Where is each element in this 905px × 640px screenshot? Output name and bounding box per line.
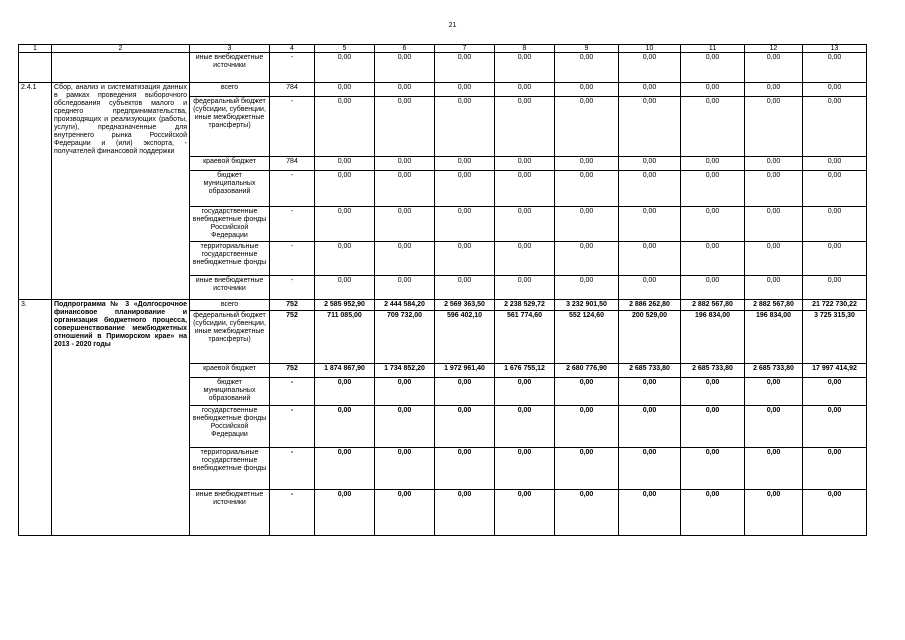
funding-source-cell: краевой бюджет bbox=[190, 364, 270, 378]
amount-cell: 2 685 733,80 bbox=[745, 364, 803, 378]
amount-cell: 0,00 bbox=[803, 53, 867, 83]
amount-cell: 0,00 bbox=[619, 406, 681, 448]
column-number-3: 3 bbox=[190, 45, 270, 53]
amount-cell: 0,00 bbox=[745, 276, 803, 300]
amount-cell: 196 834,00 bbox=[745, 311, 803, 364]
amount-cell: 0,00 bbox=[681, 157, 745, 171]
amount-cell: 0,00 bbox=[315, 97, 375, 157]
column-number-9: 9 bbox=[555, 45, 619, 53]
amount-cell: 711 085,00 bbox=[315, 311, 375, 364]
funding-source-cell: бюджет муниципальных образований bbox=[190, 378, 270, 406]
amount-cell: 0,00 bbox=[435, 448, 495, 490]
amount-cell: 21 722 730,22 bbox=[803, 300, 867, 311]
amount-cell: 2 569 363,50 bbox=[435, 300, 495, 311]
amount-cell: 0,00 bbox=[375, 242, 435, 276]
amount-cell: 0,00 bbox=[375, 53, 435, 83]
amount-cell: 0,00 bbox=[315, 378, 375, 406]
amount-cell: 0,00 bbox=[745, 378, 803, 406]
amount-cell: 0,00 bbox=[803, 97, 867, 157]
amount-cell: 0,00 bbox=[435, 157, 495, 171]
amount-cell: 0,00 bbox=[555, 378, 619, 406]
amount-cell: 0,00 bbox=[495, 171, 555, 207]
amount-cell: 0,00 bbox=[315, 490, 375, 536]
amount-cell: 0,00 bbox=[619, 378, 681, 406]
amount-cell: 0,00 bbox=[681, 53, 745, 83]
amount-cell: 0,00 bbox=[555, 448, 619, 490]
amount-cell: 0,00 bbox=[495, 83, 555, 97]
funding-source-cell: федеральный бюджет (субсидии, субвенции, иные межбюджетные трансферты) bbox=[190, 97, 270, 157]
column-number-13: 13 bbox=[803, 45, 867, 53]
amount-cell: 0,00 bbox=[619, 83, 681, 97]
column-number-8: 8 bbox=[495, 45, 555, 53]
amount-cell: 0,00 bbox=[435, 490, 495, 536]
amount-cell: 0,00 bbox=[315, 207, 375, 242]
amount-cell: 0,00 bbox=[619, 490, 681, 536]
funding-source-cell: иные внебюджетные источники bbox=[190, 276, 270, 300]
amount-cell: 552 124,60 bbox=[555, 311, 619, 364]
table-row bbox=[19, 53, 867, 83]
amount-cell: 0,00 bbox=[745, 53, 803, 83]
amount-cell: 0,00 bbox=[435, 378, 495, 406]
amount-cell: 0,00 bbox=[803, 157, 867, 171]
column-number-5: 5 bbox=[315, 45, 375, 53]
amount-cell: 0,00 bbox=[495, 276, 555, 300]
amount-cell: 0,00 bbox=[495, 406, 555, 448]
amount-cell: 0,00 bbox=[555, 157, 619, 171]
admin-code-cell: 752 bbox=[270, 311, 315, 364]
amount-cell: 0,00 bbox=[803, 490, 867, 536]
admin-code-cell: - bbox=[270, 53, 315, 83]
amount-cell: 0,00 bbox=[803, 448, 867, 490]
amount-cell: 196 834,00 bbox=[681, 311, 745, 364]
column-number-4: 4 bbox=[270, 45, 315, 53]
amount-cell: 0,00 bbox=[375, 490, 435, 536]
amount-cell: 0,00 bbox=[681, 242, 745, 276]
amount-cell: 0,00 bbox=[619, 448, 681, 490]
amount-cell: 0,00 bbox=[681, 448, 745, 490]
amount-cell: 0,00 bbox=[375, 97, 435, 157]
amount-cell: 1 874 867,90 bbox=[315, 364, 375, 378]
funding-source-cell: государственные внебюджетные фонды Российской Федерации bbox=[190, 207, 270, 242]
amount-cell: 0,00 bbox=[315, 171, 375, 207]
amount-cell: 0,00 bbox=[315, 406, 375, 448]
amount-cell: 0,00 bbox=[435, 207, 495, 242]
amount-cell: 0,00 bbox=[315, 276, 375, 300]
amount-cell: 0,00 bbox=[375, 171, 435, 207]
amount-cell: 0,00 bbox=[803, 378, 867, 406]
funding-source-cell: всего bbox=[190, 300, 270, 311]
amount-cell: 0,00 bbox=[803, 171, 867, 207]
amount-cell: 0,00 bbox=[375, 378, 435, 406]
amount-cell: 0,00 bbox=[555, 97, 619, 157]
admin-code-cell: - bbox=[270, 490, 315, 536]
admin-code-cell: 784 bbox=[270, 157, 315, 171]
amount-cell: 596 402,10 bbox=[435, 311, 495, 364]
amount-cell: 0,00 bbox=[375, 157, 435, 171]
amount-cell: 0,00 bbox=[555, 276, 619, 300]
admin-code-cell: - bbox=[270, 171, 315, 207]
amount-cell: 0,00 bbox=[745, 448, 803, 490]
amount-cell: 2 882 567,80 bbox=[745, 300, 803, 311]
column-number-11: 11 bbox=[681, 45, 745, 53]
amount-cell: 0,00 bbox=[495, 97, 555, 157]
amount-cell: 0,00 bbox=[375, 448, 435, 490]
amount-cell: 0,00 bbox=[681, 378, 745, 406]
column-number-12: 12 bbox=[745, 45, 803, 53]
amount-cell: 0,00 bbox=[745, 171, 803, 207]
table-row bbox=[19, 300, 867, 311]
amount-cell: 0,00 bbox=[681, 490, 745, 536]
amount-cell: 0,00 bbox=[435, 171, 495, 207]
amount-cell: 561 774,60 bbox=[495, 311, 555, 364]
amount-cell: 0,00 bbox=[495, 448, 555, 490]
amount-cell: 0,00 bbox=[681, 207, 745, 242]
amount-cell: 0,00 bbox=[745, 157, 803, 171]
amount-cell: 0,00 bbox=[435, 276, 495, 300]
amount-cell: 0,00 bbox=[315, 53, 375, 83]
amount-cell: 0,00 bbox=[803, 276, 867, 300]
amount-cell: 0,00 bbox=[555, 207, 619, 242]
funding-source-cell: федеральный бюджет (субсидии, субвенции, иные межбюджетные трансферты) bbox=[190, 311, 270, 364]
amount-cell: 0,00 bbox=[495, 53, 555, 83]
amount-cell: 3 232 901,50 bbox=[555, 300, 619, 311]
column-number-1: 1 bbox=[19, 45, 52, 53]
amount-cell: 0,00 bbox=[555, 490, 619, 536]
funding-source-cell: бюджет муниципальных образований bbox=[190, 171, 270, 207]
column-number-row bbox=[19, 45, 867, 53]
section-title-cell: Подпрограмма № 3 «Долгосрочное финансовое планирование и организация бюджетного процесса, совершенствование межбюджетных отношений в Приморском крае» на 2013 - 2020 годы bbox=[52, 300, 190, 536]
amount-cell: 0,00 bbox=[681, 406, 745, 448]
amount-cell: 709 732,00 bbox=[375, 311, 435, 364]
funding-source-cell: всего bbox=[190, 83, 270, 97]
amount-cell: 2 444 584,20 bbox=[375, 300, 435, 311]
amount-cell: 0,00 bbox=[803, 83, 867, 97]
column-number-6: 6 bbox=[375, 45, 435, 53]
amount-cell: 0,00 bbox=[375, 207, 435, 242]
amount-cell: 0,00 bbox=[619, 157, 681, 171]
amount-cell: 0,00 bbox=[681, 171, 745, 207]
table-row bbox=[19, 83, 867, 97]
section-number-cell: 2.4.1 bbox=[19, 83, 52, 300]
amount-cell: 0,00 bbox=[315, 448, 375, 490]
amount-cell: 0,00 bbox=[435, 97, 495, 157]
amount-cell: 2 680 776,90 bbox=[555, 364, 619, 378]
amount-cell: 0,00 bbox=[555, 406, 619, 448]
amount-cell: 0,00 bbox=[619, 53, 681, 83]
amount-cell: 0,00 bbox=[803, 406, 867, 448]
amount-cell: 0,00 bbox=[555, 53, 619, 83]
amount-cell: 0,00 bbox=[555, 171, 619, 207]
admin-code-cell: 752 bbox=[270, 300, 315, 311]
amount-cell: 17 997 414,92 bbox=[803, 364, 867, 378]
amount-cell: 0,00 bbox=[495, 378, 555, 406]
empty-number-cell bbox=[19, 53, 52, 83]
funding-source-cell: территориальные государственные внебюджетные фонды bbox=[190, 448, 270, 490]
amount-cell: 2 585 952,90 bbox=[315, 300, 375, 311]
amount-cell: 2 238 529,72 bbox=[495, 300, 555, 311]
column-number-2: 2 bbox=[52, 45, 190, 53]
amount-cell: 0,00 bbox=[315, 242, 375, 276]
amount-cell: 2 882 567,80 bbox=[681, 300, 745, 311]
page-number: 21 bbox=[448, 22, 457, 29]
amount-cell: 0,00 bbox=[619, 171, 681, 207]
amount-cell: 0,00 bbox=[495, 490, 555, 536]
admin-code-cell: 752 bbox=[270, 364, 315, 378]
funding-source-cell: иные внебюджетные источники bbox=[190, 53, 270, 83]
amount-cell: 0,00 bbox=[435, 83, 495, 97]
amount-cell: 1 734 852,20 bbox=[375, 364, 435, 378]
amount-cell: 0,00 bbox=[495, 242, 555, 276]
admin-code-cell: - bbox=[270, 207, 315, 242]
admin-code-cell: - bbox=[270, 276, 315, 300]
amount-cell: 0,00 bbox=[619, 207, 681, 242]
amount-cell: 200 529,00 bbox=[619, 311, 681, 364]
amount-cell: 0,00 bbox=[495, 207, 555, 242]
amount-cell: 0,00 bbox=[375, 406, 435, 448]
admin-code-cell: - bbox=[270, 242, 315, 276]
amount-cell: 0,00 bbox=[681, 97, 745, 157]
amount-cell: 0,00 bbox=[435, 53, 495, 83]
amount-cell: 1 972 961,40 bbox=[435, 364, 495, 378]
amount-cell: 0,00 bbox=[435, 242, 495, 276]
admin-code-cell: - bbox=[270, 97, 315, 157]
amount-cell: 0,00 bbox=[745, 406, 803, 448]
amount-cell: 2 685 733,80 bbox=[619, 364, 681, 378]
amount-cell: 0,00 bbox=[555, 83, 619, 97]
amount-cell: 2 886 262,80 bbox=[619, 300, 681, 311]
amount-cell: 0,00 bbox=[745, 207, 803, 242]
amount-cell: 0,00 bbox=[619, 97, 681, 157]
section-number-cell: 3. bbox=[19, 300, 52, 536]
amount-cell: 0,00 bbox=[375, 83, 435, 97]
amount-cell: 1 676 755,12 bbox=[495, 364, 555, 378]
funding-source-cell: государственные внебюджетные фонды Российской Федерации bbox=[190, 406, 270, 448]
amount-cell: 0,00 bbox=[315, 157, 375, 171]
admin-code-cell: - bbox=[270, 406, 315, 448]
column-number-7: 7 bbox=[435, 45, 495, 53]
amount-cell: 0,00 bbox=[619, 242, 681, 276]
budget-table bbox=[18, 44, 867, 536]
amount-cell: 0,00 bbox=[745, 83, 803, 97]
funding-source-cell: иные внебюджетные источники bbox=[190, 490, 270, 536]
admin-code-cell: 784 bbox=[270, 83, 315, 97]
amount-cell: 0,00 bbox=[315, 83, 375, 97]
amount-cell: 0,00 bbox=[681, 83, 745, 97]
amount-cell: 0,00 bbox=[681, 276, 745, 300]
amount-cell: 0,00 bbox=[745, 490, 803, 536]
amount-cell: 0,00 bbox=[745, 242, 803, 276]
amount-cell: 0,00 bbox=[803, 207, 867, 242]
amount-cell: 0,00 bbox=[495, 157, 555, 171]
amount-cell: 3 725 315,30 bbox=[803, 311, 867, 364]
admin-code-cell: - bbox=[270, 448, 315, 490]
section-title-cell: Сбор, анализ и систематизация данных в рамках проведения выборочного обследования субъектов малого и среднего предпринимательства, производящих и реализующих (работы, услуги), предназначенные для внутреннего рынка Российской Федерации и (или) экспорта, - получателей финансовой поддержки bbox=[52, 83, 190, 300]
amount-cell: 0,00 bbox=[375, 276, 435, 300]
column-number-10: 10 bbox=[619, 45, 681, 53]
amount-cell: 0,00 bbox=[745, 97, 803, 157]
amount-cell: 0,00 bbox=[619, 276, 681, 300]
amount-cell: 0,00 bbox=[435, 406, 495, 448]
funding-source-cell: краевой бюджет bbox=[190, 157, 270, 171]
amount-cell: 2 685 733,80 bbox=[681, 364, 745, 378]
empty-title-cell bbox=[52, 53, 190, 83]
funding-source-cell: территориальные государственные внебюджетные фонды bbox=[190, 242, 270, 276]
amount-cell: 0,00 bbox=[803, 242, 867, 276]
amount-cell: 0,00 bbox=[555, 242, 619, 276]
admin-code-cell: - bbox=[270, 378, 315, 406]
